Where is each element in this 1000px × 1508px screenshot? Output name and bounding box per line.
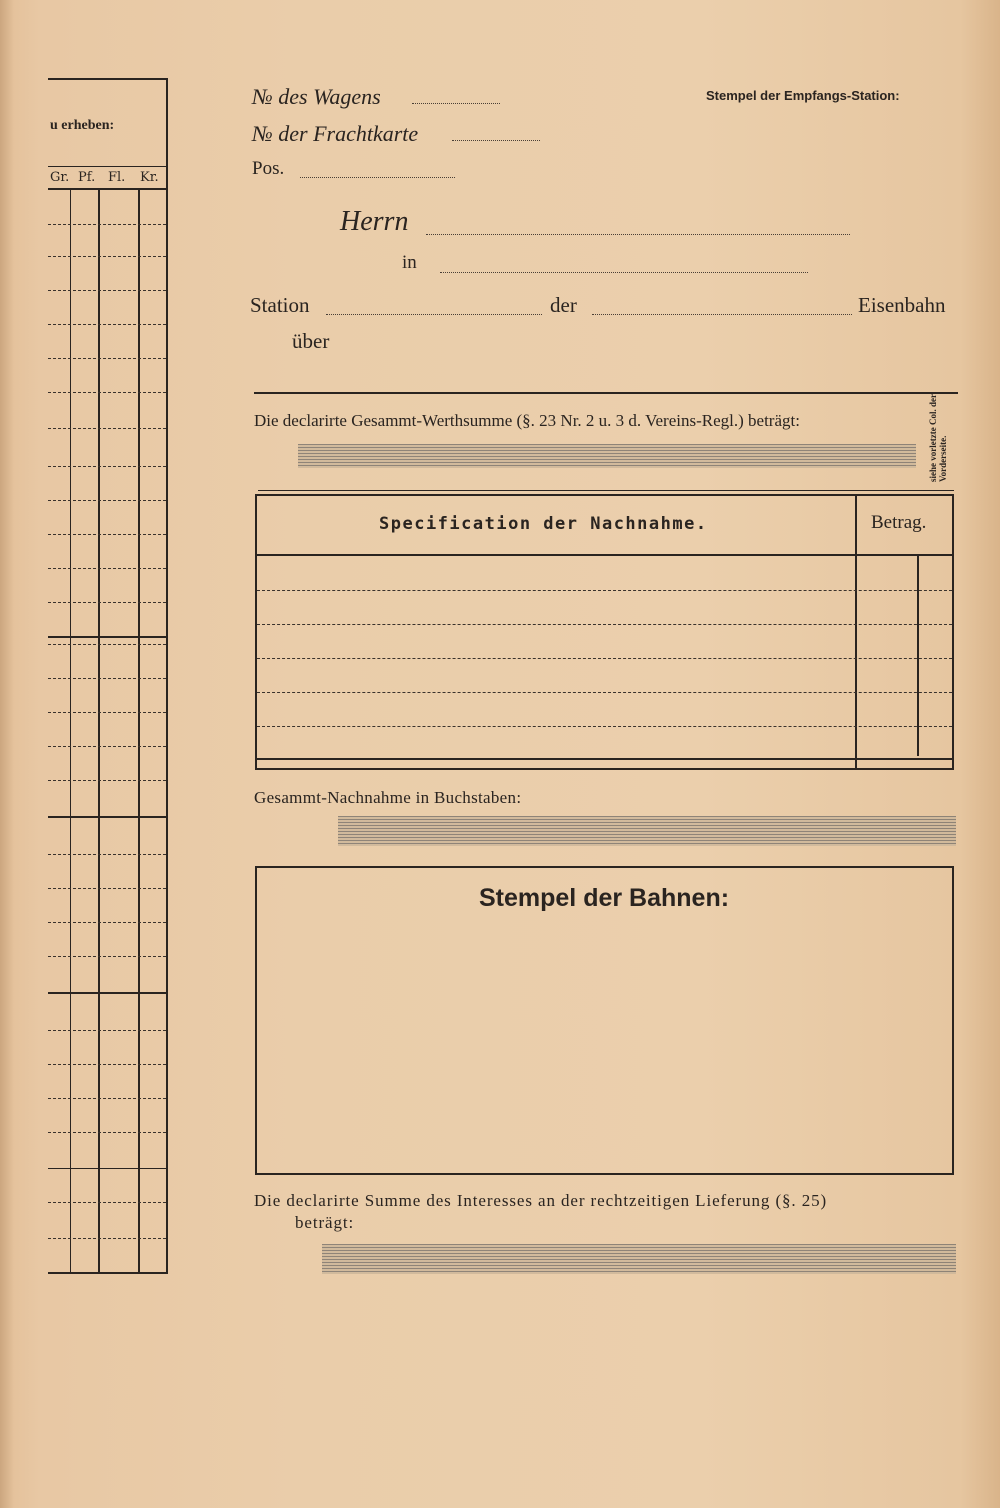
spec-amount-header: Betrag. <box>871 512 927 533</box>
ledger-row-line <box>48 466 166 467</box>
spec-row[interactable] <box>257 624 952 625</box>
ledger-group-rule <box>48 816 166 818</box>
waybill-number-field[interactable] <box>452 140 540 141</box>
ledger-row-line <box>48 1098 166 1099</box>
interest-hatched-field <box>322 1244 956 1274</box>
ledger-row-line <box>48 224 166 225</box>
ledger-row-line <box>48 1132 166 1133</box>
ledger-row-line <box>48 644 166 645</box>
interest-text-line2: beträgt: <box>295 1213 355 1232</box>
cod-specification-table <box>255 494 954 770</box>
ledger-col-fl: Fl. <box>108 170 126 185</box>
address-bottom-rule <box>254 392 958 394</box>
ledger-vline-2 <box>98 188 100 1274</box>
spec-amount-divider <box>855 496 857 768</box>
ledger-row-line <box>48 1064 166 1065</box>
ledger-row-line <box>48 712 166 713</box>
receiving-station-stamp-label: Stempel der Empfangs-Station: <box>706 88 900 103</box>
ledger-bottom-rule <box>48 1272 166 1274</box>
ledger-row-line <box>48 746 166 747</box>
position-field[interactable] <box>300 177 455 178</box>
ledger-row-line <box>48 678 166 679</box>
total-cod-hatched-field <box>338 816 956 846</box>
ledger-row-line <box>48 956 166 957</box>
ledger-row-line <box>48 290 166 291</box>
der-label: der <box>550 293 577 317</box>
spec-title: Specification der Nachnahme. <box>379 514 708 534</box>
ledger-row-line <box>48 256 166 257</box>
position-label: Pos. <box>252 158 285 179</box>
ledger-row-line <box>48 922 166 923</box>
wagon-number-field[interactable] <box>412 103 500 104</box>
ledger-vline-1 <box>70 188 71 1274</box>
ledger-heading-rule <box>48 166 166 167</box>
wagon-number-label: № des Wagens <box>252 84 381 109</box>
eisenbahn-label: Eisenbahn <box>858 293 946 317</box>
ledger-row-line <box>48 1202 166 1203</box>
ledger-column <box>48 78 168 1274</box>
station-field[interactable] <box>326 314 542 315</box>
ledger-row-line <box>48 428 166 429</box>
spec-row[interactable] <box>257 658 952 659</box>
in-label: in <box>402 252 417 273</box>
spec-row[interactable] <box>257 726 952 727</box>
herrn-label: Herrn <box>340 206 409 237</box>
spec-row[interactable] <box>257 590 952 591</box>
ledger-columns-rule <box>48 188 166 190</box>
ledger-row-line <box>48 854 166 855</box>
spec-top-rule <box>258 490 954 491</box>
ledger-row-line <box>48 534 166 535</box>
spec-bottom-rule <box>257 758 952 760</box>
stamp-box-title: Stempel der Bahnen: <box>479 884 730 912</box>
ledger-row-line <box>48 324 166 325</box>
ledger-row-line <box>48 602 166 603</box>
interest-text-line1: Die declarirte Summe des Interesses an der rechtzeitigen Lieferung (§. 25) <box>254 1191 828 1210</box>
station-label: Station <box>250 293 310 317</box>
ledger-top-rule <box>48 78 166 80</box>
ledger-row-line <box>48 888 166 889</box>
ledger-col-gr: Gr. <box>50 170 70 185</box>
railway-field[interactable] <box>592 314 852 315</box>
ledger-row-line <box>48 500 166 501</box>
ledger-row-line <box>48 358 166 359</box>
recipient-field[interactable] <box>426 234 850 235</box>
town-field[interactable] <box>440 272 808 273</box>
ledger-group-rule <box>48 992 166 994</box>
ledger-row-line <box>48 568 166 569</box>
ledger-group-rule <box>48 636 166 638</box>
ledger-row-line <box>48 1030 166 1031</box>
ledger-row-line <box>48 1238 166 1239</box>
ledger-heading: u erheben: <box>50 118 115 133</box>
spec-header-rule <box>257 554 952 556</box>
ledger-vline-3 <box>138 188 140 1274</box>
total-cod-label: Gesammt-Nachnahme in Buchstaben: <box>254 788 522 807</box>
ueber-label: über <box>292 329 330 353</box>
ledger-col-kr: Kr. <box>140 170 159 185</box>
declared-value-text: Die declarirte Gesammt-Werthsumme (§. 23 Nr. 2 u. 3 d. Vereins-Regl.) beträgt: <box>254 411 800 430</box>
ledger-row-line <box>48 392 166 393</box>
ledger-group-rule <box>48 1168 166 1169</box>
declared-value-side-note: siehe vorletzte Col. der Vorderseite. <box>928 394 948 482</box>
waybill-number-label: № der Frachtkarte <box>252 121 419 146</box>
railway-stamp-box <box>255 866 954 1175</box>
page-edge-shadow <box>0 0 14 1508</box>
declared-value-hatched-field <box>298 444 916 468</box>
spec-row[interactable] <box>257 692 952 693</box>
ledger-col-pf: Pf. <box>78 170 96 185</box>
ledger-row-line <box>48 780 166 781</box>
